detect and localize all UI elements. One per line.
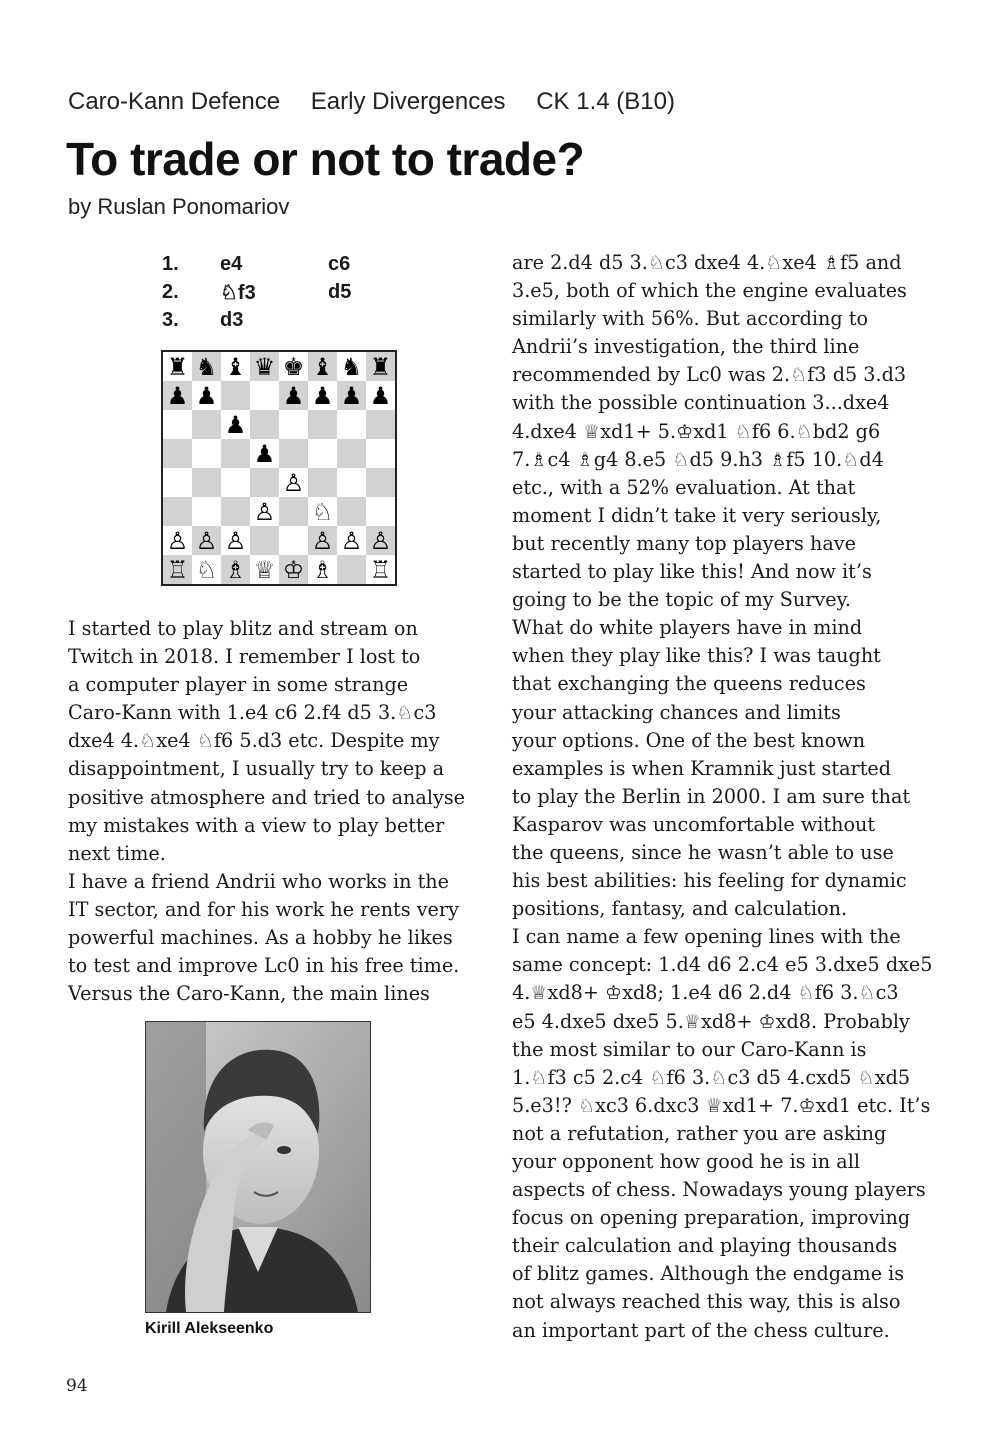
square-h2: ♙ bbox=[366, 526, 395, 555]
right-text-line: when they play like this? I was taught bbox=[512, 644, 881, 668]
left-text-line: next time. bbox=[68, 841, 166, 865]
square-d4 bbox=[250, 468, 279, 497]
move-number: 3. bbox=[162, 308, 179, 331]
square-e3 bbox=[279, 497, 308, 526]
right-text-line: to play the Berlin in 2000. I am sure that bbox=[512, 784, 911, 808]
right-text-line: going to be the topic of my Survey. bbox=[512, 588, 852, 612]
right-text-line: that exchanging the queens reduces bbox=[512, 672, 866, 696]
right-text-line: 7.♗c4 ♗g4 8.e5 ♘d5 9.h3 ♗f5 10.♘d4 bbox=[512, 447, 884, 471]
square-h1: ♖ bbox=[366, 555, 395, 584]
square-f6 bbox=[308, 410, 337, 439]
right-text-line: similarly with 56%. But according to bbox=[512, 307, 869, 331]
square-g2: ♙ bbox=[337, 526, 366, 555]
left-text-line: a computer player in some strange bbox=[68, 673, 409, 697]
right-text-line: your options. One of the best known bbox=[512, 728, 866, 752]
white-move: ♘f3 bbox=[220, 281, 256, 304]
right-text-line: an important part of the chess culture. bbox=[512, 1318, 890, 1342]
page-number: 94 bbox=[66, 1376, 88, 1396]
right-text-line: started to play like this! And now it’s bbox=[512, 560, 872, 584]
chess-diagram bbox=[161, 350, 397, 586]
left-text-line: positive atmosphere and tried to analyse bbox=[68, 785, 466, 809]
right-text-line: with the possible continuation 3...dxe4 bbox=[512, 391, 890, 415]
left-text-line: I started to play blitz and stream on bbox=[68, 617, 418, 640]
left-column-text bbox=[68, 615, 488, 1008]
left-text-line: my mistakes with a view to play better bbox=[68, 813, 445, 837]
square-g3 bbox=[337, 497, 366, 526]
right-text-line: 3.e5, both of which the engine evaluates bbox=[512, 279, 907, 303]
square-g5 bbox=[337, 439, 366, 468]
header-section: Early Divergences bbox=[310, 88, 506, 115]
right-text-line: 1.♘f3 c5 2.c4 ♘f6 3.♘c3 d5 4.cxd5 ♘xd5 bbox=[512, 1065, 911, 1089]
square-d3: ♙ bbox=[250, 497, 279, 526]
square-b1: ♘ bbox=[192, 555, 221, 584]
move-list bbox=[162, 250, 388, 334]
header-opening: Caro-Kann Defence bbox=[68, 88, 281, 115]
square-d5: ♟ bbox=[250, 439, 279, 468]
move-number: 1. bbox=[162, 252, 179, 275]
move-row bbox=[162, 306, 388, 334]
square-a6 bbox=[163, 410, 192, 439]
move-row bbox=[162, 250, 388, 278]
player-portrait-image bbox=[146, 1022, 370, 1312]
left-text-line: Twitch in 2018. I remember I lost to bbox=[68, 645, 421, 669]
left-text-line: to test and improve Lc0 in his free time. bbox=[68, 954, 460, 978]
square-h7: ♟ bbox=[366, 381, 395, 410]
right-text-line: but recently many top players have bbox=[512, 531, 856, 555]
header-code: CK 1.4 (B10) bbox=[536, 88, 675, 115]
right-column-text bbox=[512, 249, 942, 1345]
square-d8: ♛ bbox=[250, 352, 279, 381]
right-text-line: What do white players have in mind bbox=[512, 616, 863, 640]
white-move: d3 bbox=[220, 308, 244, 331]
right-text-line: I can name a few opening lines with the bbox=[512, 925, 901, 949]
square-a2: ♙ bbox=[163, 526, 192, 555]
right-text-line: etc., with a 52% evaluation. At that bbox=[512, 475, 856, 499]
square-b2: ♙ bbox=[192, 526, 221, 555]
black-move: c6 bbox=[328, 252, 351, 275]
right-text-line: not a refutation, rather you are asking bbox=[512, 1121, 887, 1145]
square-f8: ♝ bbox=[308, 352, 337, 381]
right-text-line: examples is when Kramnik just started bbox=[512, 756, 892, 780]
left-text-line: I have a friend Andrii who works in the bbox=[68, 869, 450, 893]
square-d1: ♕ bbox=[250, 555, 279, 584]
square-c1: ♗ bbox=[221, 555, 250, 584]
left-text-line: dxe4 4.♘xe4 ♘f6 5.d3 etc. Despite my bbox=[68, 729, 440, 753]
right-text-line: e5 4.dxe5 dxe5 5.♕xd8+ ♔xd8. Probably bbox=[512, 1009, 910, 1033]
square-g6 bbox=[337, 410, 366, 439]
right-text-line: positions, fantasy, and calculation. bbox=[512, 897, 848, 921]
square-e7: ♟ bbox=[279, 381, 308, 410]
square-b5 bbox=[192, 439, 221, 468]
square-b7: ♟ bbox=[192, 381, 221, 410]
left-text-line: disappointment, I usually try to keep a bbox=[68, 757, 445, 781]
left-text-line: powerful machines. As a hobby he likes bbox=[68, 926, 453, 950]
square-b3 bbox=[192, 497, 221, 526]
right-text-line: recommended by Lc0 was 2.♘f3 d5 3.d3 bbox=[512, 363, 907, 387]
square-a3 bbox=[163, 497, 192, 526]
square-a5 bbox=[163, 439, 192, 468]
square-f3: ♘ bbox=[308, 497, 337, 526]
right-text-line: 4.♕xd8+ ♔xd8; 1.e4 d6 2.d4 ♘f6 3.♘c3 bbox=[512, 981, 899, 1005]
square-d7 bbox=[250, 381, 279, 410]
right-text-line: are 2.d4 d5 3.♘c3 dxe4 4.♘xe4 ♗f5 and bbox=[512, 251, 902, 274]
square-b8: ♞ bbox=[192, 352, 221, 381]
square-f7: ♟ bbox=[308, 381, 337, 410]
square-h8: ♜ bbox=[366, 352, 395, 381]
square-f5 bbox=[308, 439, 337, 468]
square-e4: ♙ bbox=[279, 468, 308, 497]
left-text-line: IT sector, and for his work he rents very bbox=[68, 897, 459, 921]
left-text-line: Caro-Kann with 1.e4 c6 2.f4 d5 3.♘c3 bbox=[68, 701, 437, 725]
square-f2: ♙ bbox=[308, 526, 337, 555]
square-g1 bbox=[337, 555, 366, 584]
square-b4 bbox=[192, 468, 221, 497]
author-byline: by Ruslan Ponomariov bbox=[68, 194, 290, 219]
right-text-line: of blitz games. Although the endgame is bbox=[512, 1262, 905, 1286]
square-a1: ♖ bbox=[163, 555, 192, 584]
square-h4 bbox=[366, 468, 395, 497]
move-number: 2. bbox=[162, 280, 179, 303]
right-text-line: your opponent how good he is in all bbox=[512, 1150, 860, 1173]
square-f1: ♗ bbox=[308, 555, 337, 584]
square-e5 bbox=[279, 439, 308, 468]
right-text-line: Kasparov was uncomfortable without bbox=[512, 812, 876, 836]
running-header bbox=[68, 88, 699, 116]
right-text-line: your attacking chances and limits bbox=[512, 700, 841, 724]
square-h5 bbox=[366, 439, 395, 468]
right-text-line: the most similar to our Caro-Kann is bbox=[512, 1037, 867, 1061]
left-text-line: Versus the Caro-Kann, the main lines bbox=[68, 982, 430, 1006]
square-d6 bbox=[250, 410, 279, 439]
square-g8: ♞ bbox=[337, 352, 366, 381]
square-h3 bbox=[366, 497, 395, 526]
right-text-line: not always reached this way, this is also bbox=[512, 1290, 901, 1314]
square-g4 bbox=[337, 468, 366, 497]
black-move: d5 bbox=[328, 280, 352, 303]
square-b6 bbox=[192, 410, 221, 439]
square-c3 bbox=[221, 497, 250, 526]
square-e8: ♚ bbox=[279, 352, 308, 381]
right-text-line: same concept: 1.d4 d6 2.c4 e5 3.dxe5 dxe5 bbox=[512, 953, 933, 977]
square-c8: ♝ bbox=[221, 352, 250, 381]
square-h6 bbox=[366, 410, 395, 439]
square-a4 bbox=[163, 468, 192, 497]
right-text-line: moment I didn’t take it very seriously, bbox=[512, 503, 882, 527]
square-a7: ♟ bbox=[163, 381, 192, 410]
square-c4 bbox=[221, 468, 250, 497]
square-g7: ♟ bbox=[337, 381, 366, 410]
square-e2 bbox=[279, 526, 308, 555]
square-c6: ♟ bbox=[221, 410, 250, 439]
article-title: To trade or not to trade? bbox=[66, 133, 585, 185]
square-c2: ♙ bbox=[221, 526, 250, 555]
player-photo bbox=[145, 1021, 371, 1313]
move-row bbox=[162, 278, 388, 306]
right-text-line: focus on opening preparation, improving bbox=[512, 1206, 911, 1230]
square-e6 bbox=[279, 410, 308, 439]
right-text-line: 5.e3!? ♘xc3 6.dxc3 ♕xd1+ 7.♔xd1 etc. It’s bbox=[512, 1093, 931, 1117]
square-e1: ♔ bbox=[279, 555, 308, 584]
right-text-line: aspects of chess. Nowadays young players bbox=[512, 1178, 926, 1202]
square-c7 bbox=[221, 381, 250, 410]
right-text-line: Andrii’s investigation, the third line bbox=[512, 335, 860, 359]
white-move: e4 bbox=[220, 252, 243, 275]
square-f4 bbox=[308, 468, 337, 497]
square-c5 bbox=[221, 439, 250, 468]
right-text-line: their calculation and playing thousands bbox=[512, 1234, 898, 1258]
right-text-line: the queens, since he wasn’t able to use bbox=[512, 840, 894, 864]
square-d2 bbox=[250, 526, 279, 555]
right-text-line: his best abilities: his feeling for dynamic bbox=[512, 869, 907, 893]
photo-caption: Kirill Alekseenko bbox=[145, 1320, 274, 1337]
right-text-line: 4.dxe4 ♕xd1+ 5.♔xd1 ♘f6 6.♘bd2 g6 bbox=[512, 419, 881, 443]
square-a8: ♜ bbox=[163, 352, 192, 381]
